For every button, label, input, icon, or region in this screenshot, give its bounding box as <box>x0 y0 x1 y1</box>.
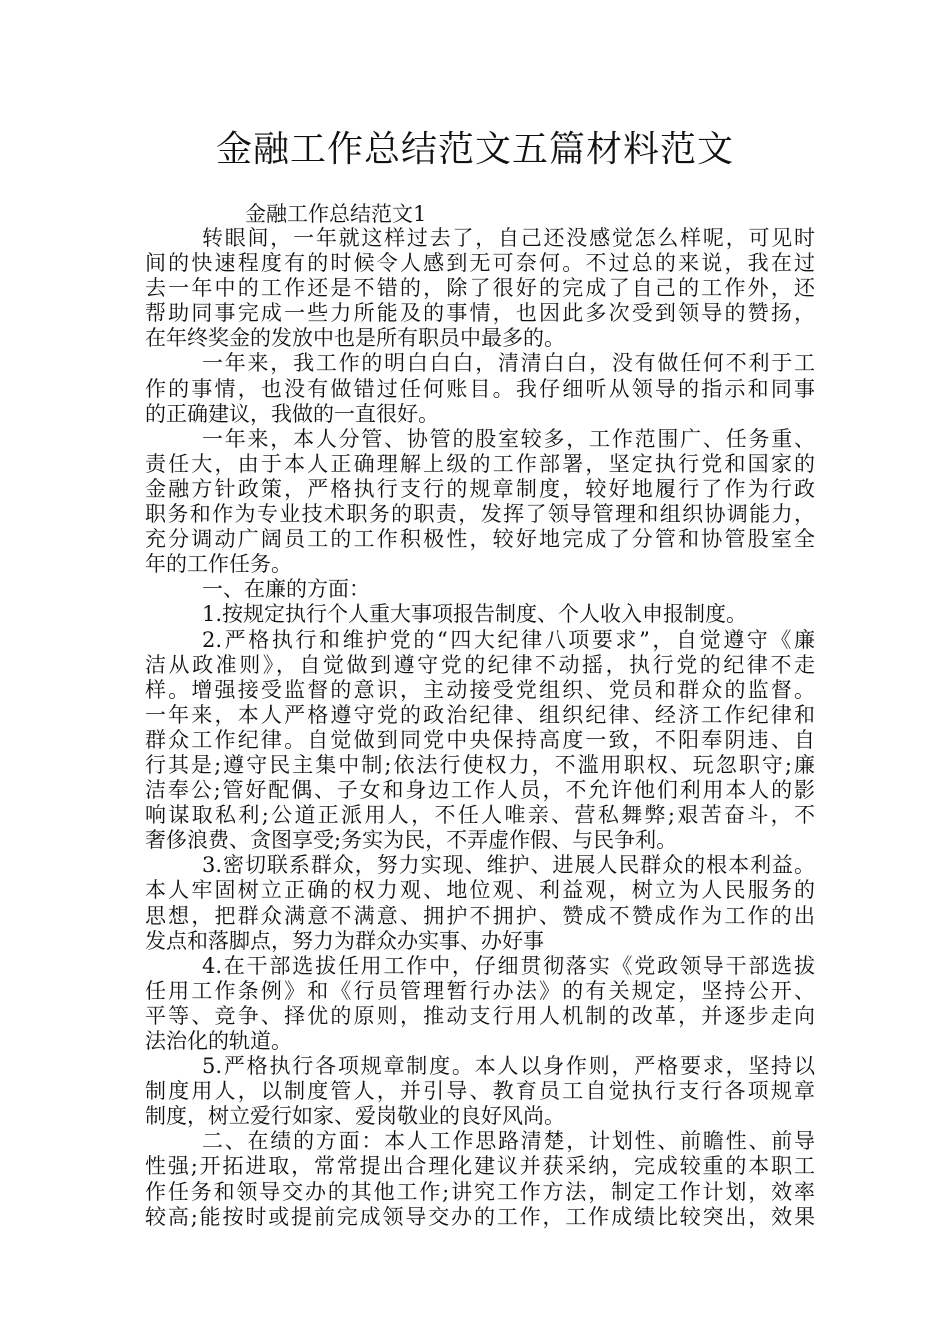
text-line: 一年来，我工作的明白白白，清清白白，没有做任何不利于工 <box>202 351 815 376</box>
text-line: 转眼间，一年就这样过去了，自己还没感觉怎么样呢，可见时 <box>202 226 815 250</box>
text-line: 发点和落脚点，努力为群众办实事、办好事 <box>145 928 544 953</box>
text-line: 行其是;遵守民主集中制;依法行使权力，不滥用职权、玩忽职守;廉 <box>145 752 815 777</box>
text-line: 二、在绩的方面：本人工作思路清楚，计划性、前瞻性、前导 <box>202 1129 815 1154</box>
text-line: 充分调动广阔员工的工作积极性，较好地完成了分管和协管股室全 <box>145 527 815 552</box>
text-line: 作任务和领导交办的其他工作;讲究工作方法，制定工作计划，效率 <box>145 1179 815 1204</box>
text-line: 在年终奖金的发放中也是所有职员中最多的。 <box>145 326 565 351</box>
text-line: 平等、竞争、择优的原则，推动支行用人机制的改革，并逐步走向 <box>145 1003 815 1028</box>
text-line: 金融方针政策，严格执行支行的规章制度，较好地履行了作为行政 <box>145 476 815 501</box>
text-line: 制度，树立爱行如家、爱岗敬业的良好风尚。 <box>145 1104 565 1129</box>
text-line: 5.严格执行各项规章制度。本人以身作则，严格要求，坚持以 <box>202 1054 815 1079</box>
text-line: 奢侈浪费、贪图享受;务实为民，不弄虚作假、与民争利。 <box>145 828 678 853</box>
text-line: 洁从政准则》，自觉做到遵守党的纪律不动摇，执行党的纪律不走 <box>145 652 815 677</box>
text-line: 洁奉公;管好配偶、子女和身边工作人员，不允许他们利用本人的影 <box>145 778 815 803</box>
text-line: 制度用人，以制度管人，并引导、教育员工自觉执行支行各项规章 <box>145 1079 815 1104</box>
text-line: 1.按规定执行个人重大事项报告制度、个人收入申报制度。 <box>202 602 748 627</box>
text-line: 2.严格执行和维护党的“四大纪律八项要求”，自觉遵守《廉 <box>202 627 815 652</box>
text-line: 性强;开拓进取，常常提出合理化建议并获采纳，完成较重的本职工 <box>145 1154 815 1179</box>
text-line: 任用工作条例》和《行员管理暂行办法》的有关规定，坚持公开、 <box>145 978 815 1003</box>
text-line: 一年来，本人严格遵守党的政治纪律、组织纪律、经济工作纪律和 <box>145 702 815 727</box>
text-line: 思想，把群众满意不满意、拥护不拥护、赞成不赞成作为工作的出 <box>145 903 815 928</box>
text-line: 3.密切联系群众，努力实现、维护、进展人民群众的根本利益。 <box>202 853 815 878</box>
text-line: 的正确建议，我做的一直很好。 <box>145 401 439 426</box>
text-line: 较高;能按时或提前完成领导交办的工作，工作成绩比较突出，效果 <box>145 1204 815 1229</box>
text-line: 帮助同事完成一些力所能及的事情，也因此多次受到领导的赞扬， <box>145 301 815 326</box>
text-line: 一年来，本人分管、协管的股室较多，工作范围广、任务重、 <box>202 426 815 451</box>
text-line: 责任大，由于本人正确理解上级的工作部署，坚定执行党和国家的 <box>145 451 815 476</box>
text-line: 作的事情，也没有做错过任何账目。我仔细听从领导的指示和同事 <box>145 376 815 401</box>
text-line: 一、在廉的方面： <box>202 577 370 602</box>
text-line: 去一年中的工作还是不错的，除了很好的完成了自己的工作外，还 <box>145 276 815 301</box>
text-line: 法治化的轨道。 <box>145 1029 292 1053</box>
text-line: 响谋取私利;公道正派用人，不任人唯亲、营私舞弊;艰苦奋斗，不 <box>145 803 815 828</box>
section-subtitle: 金融工作总结范文1 <box>245 202 427 226</box>
document-title: 金融工作总结范文五篇材料范文 <box>215 129 734 170</box>
text-line: 群众工作纪律。自觉做到同党中央保持高度一致，不阳奉阴违、自 <box>145 727 815 752</box>
document-body <box>145 226 815 1230</box>
text-line: 4.在干部选拔任用工作中，仔细贯彻落实《党政领导干部选拔 <box>202 953 815 978</box>
text-line: 样。增强接受监督的意识，主动接受党组织、党员和群众的监督。 <box>145 677 815 702</box>
text-line: 间的快速程度有的时候令人感到无可奈何。不过总的来说，我在过 <box>145 251 815 276</box>
text-line: 本人牢固树立正确的权力观、地位观、利益观，树立为人民服务的 <box>145 878 815 903</box>
text-line: 年的工作任务。 <box>145 552 292 577</box>
text-line: 职务和作为专业技术职务的职责，发挥了领导管理和组织协调能力， <box>145 502 815 527</box>
